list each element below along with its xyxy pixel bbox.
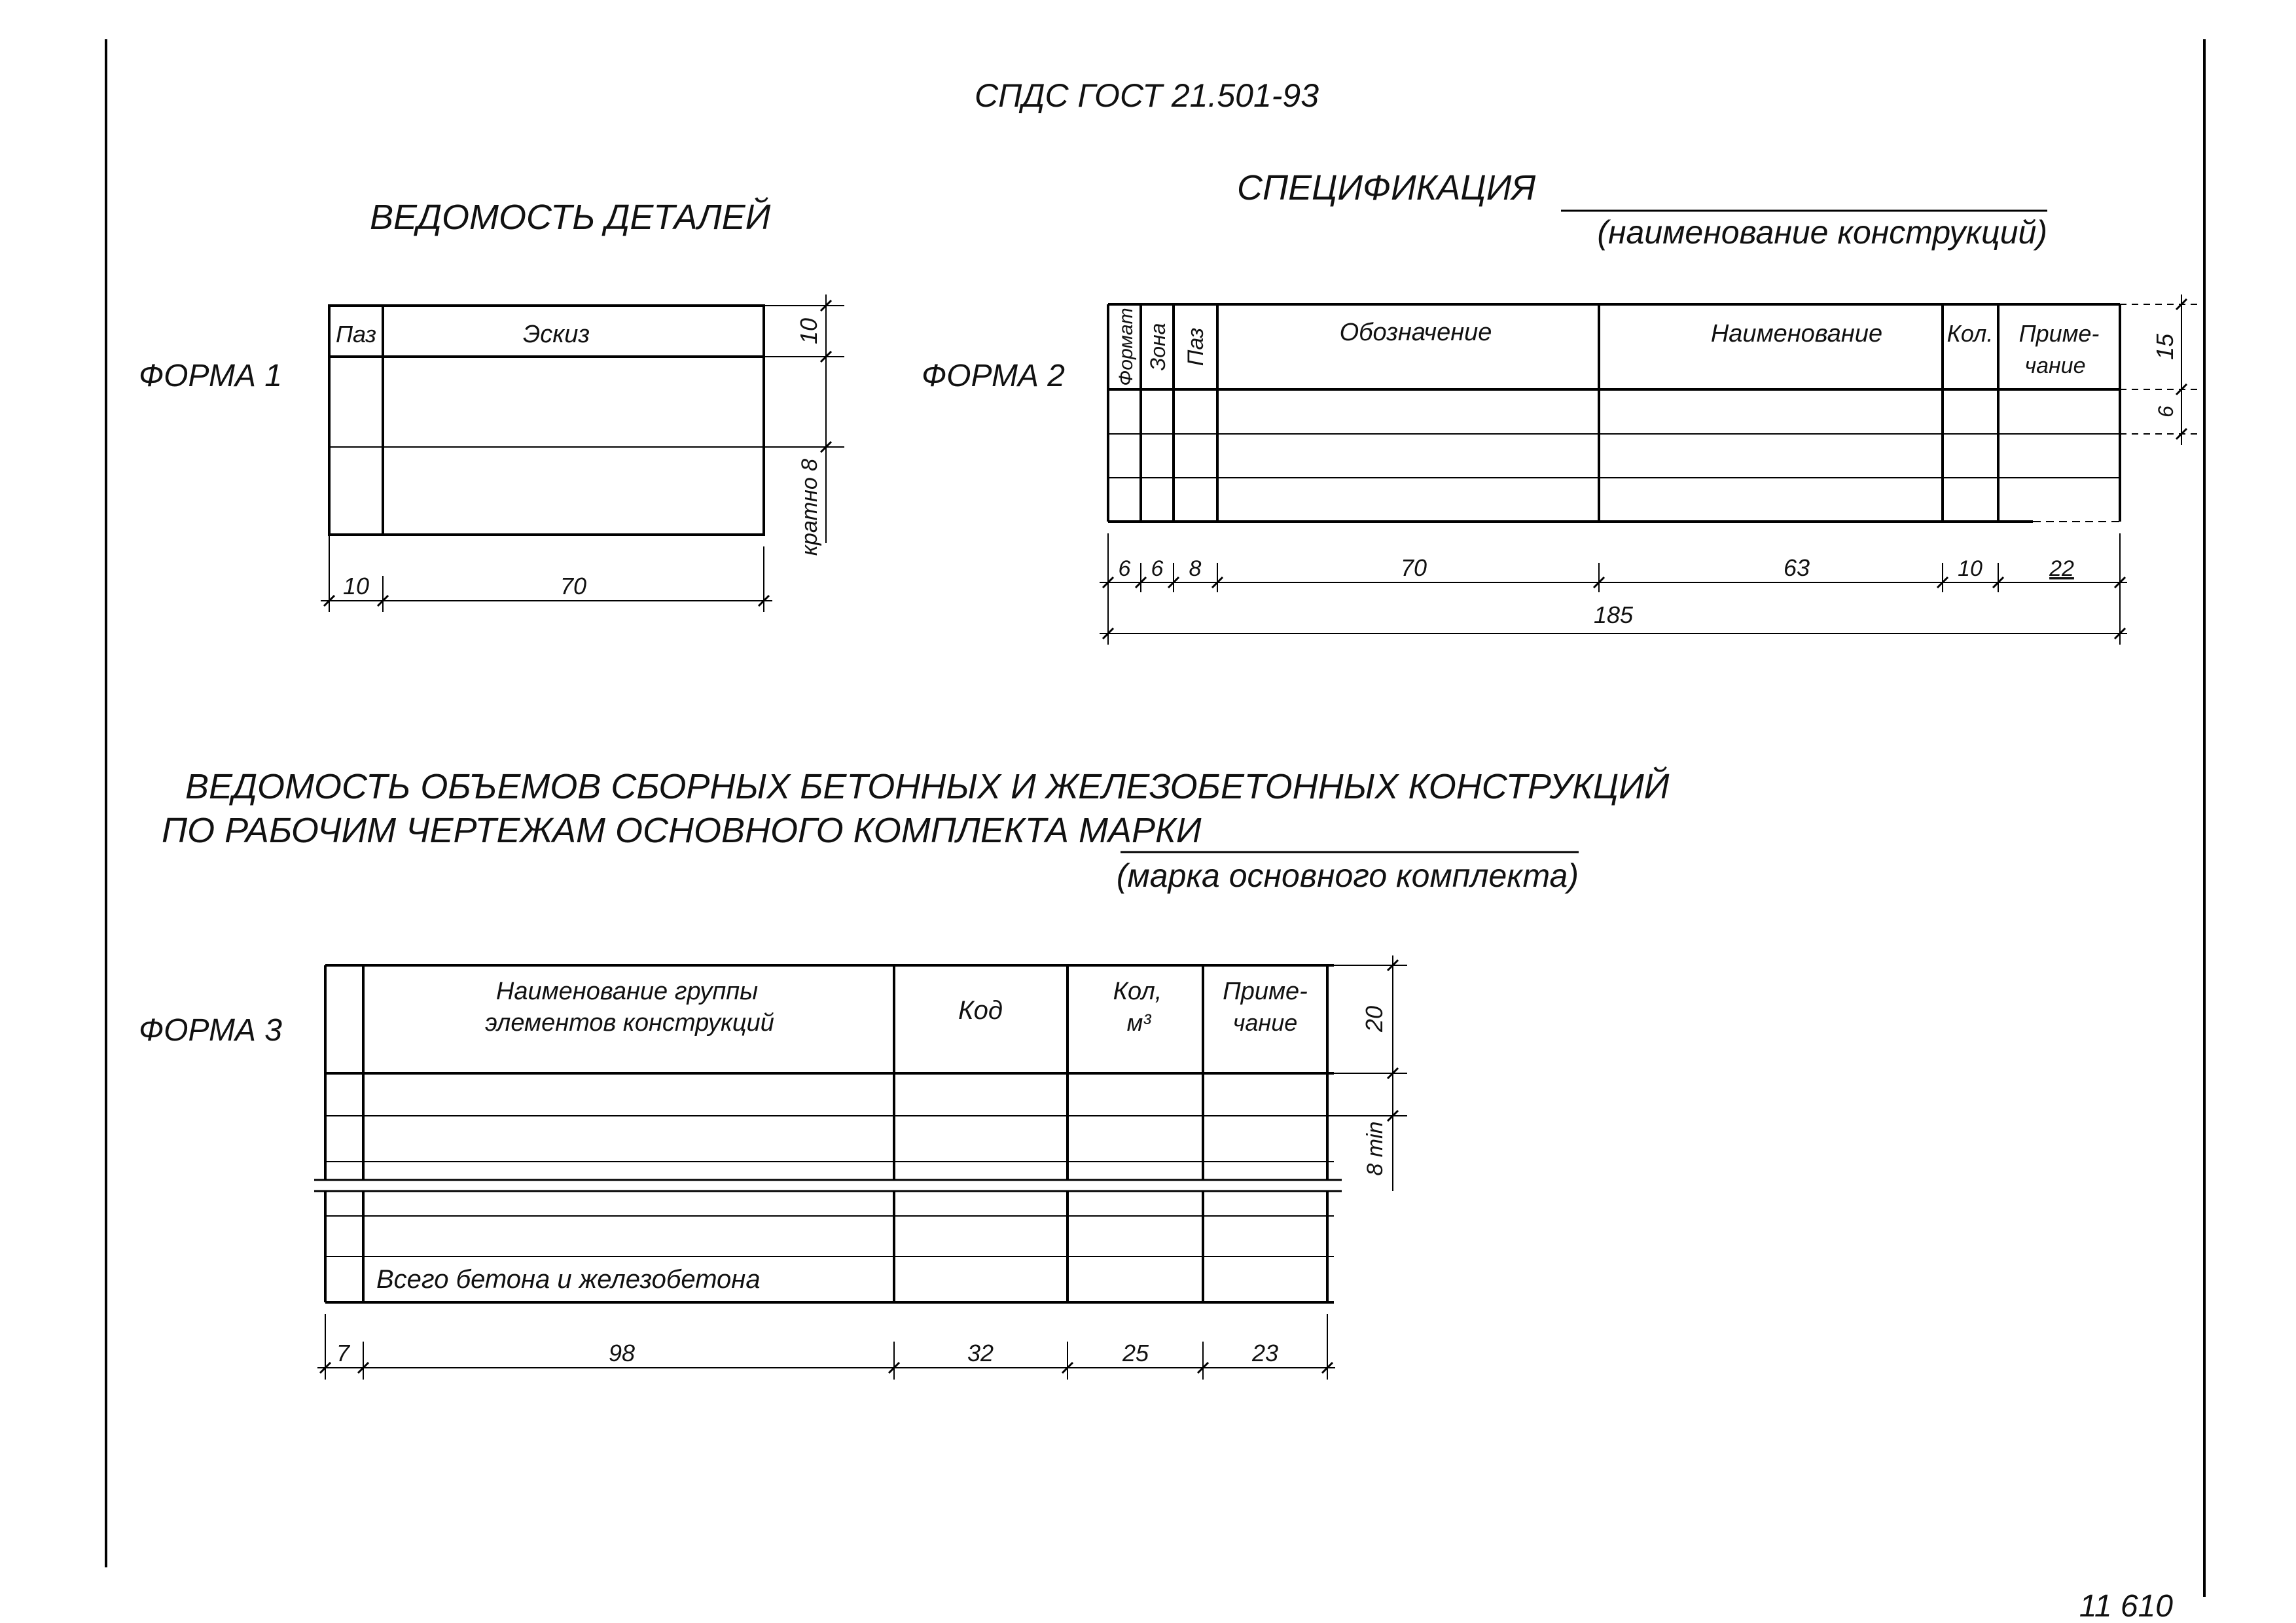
form1-label: ФОРМА 1 (139, 359, 282, 393)
form2-width-qty: 10 (1958, 556, 1982, 581)
form3-title-caption: (марка основного комплекта) (1116, 857, 1579, 894)
form2-label: ФОРМА 2 (922, 359, 1065, 393)
form3-width-col1: 7 (336, 1340, 350, 1366)
form1-col-sketch: Эскиз (522, 321, 590, 348)
form3-width-dimension (317, 1314, 1335, 1380)
form2-title-caption: (наименование конструкций) (1597, 214, 2047, 251)
form3-width-code: 32 (967, 1340, 994, 1366)
form3-width-name: 98 (608, 1340, 636, 1366)
form3-col-name-line1: Наименование группы (495, 978, 759, 1005)
form2-width-format: 6 (1118, 556, 1131, 581)
form2-row-height: 6 (2154, 406, 2178, 418)
form3-col-code: Код (958, 996, 1003, 1025)
form3-col-qty-line2: м³ (1126, 1009, 1151, 1036)
form2-header-height: 15 (2151, 333, 2178, 361)
form1-section-title: ВЕДОМОСТЬ ДЕТАЛЕЙ (370, 198, 771, 237)
form1-col-paz: Паз (335, 321, 377, 348)
form2-total-width: 185 (1593, 601, 1634, 628)
form2-width-designation: 70 (1400, 554, 1427, 581)
form2-col-zone: Зона (1146, 323, 1170, 371)
form2-width-paz: 8 (1189, 556, 1202, 581)
form3-label: ФОРМА 3 (139, 1013, 282, 1048)
form2-col-name: Наименование (1710, 320, 1883, 348)
form2-title: СПЕЦИФИКАЦИЯ (1237, 168, 1536, 207)
form3-row-height: 8 min (1363, 1121, 1388, 1176)
page-number: 11 610 (2079, 1589, 2173, 1623)
form3-header-height: 20 (1361, 1005, 1388, 1033)
form2-col-note-line2: чание (2024, 353, 2086, 378)
form1-row-height: кратно 8 (797, 458, 822, 556)
form1-width-sketch: 70 (560, 573, 587, 599)
form3-title-line2: ПО РАБОЧИМ ЧЕРТЕЖАМ ОСНОВНОГО КОМПЛЕКТА МАРКИ (162, 811, 1202, 850)
form1-width-paz: 10 (342, 573, 370, 599)
form3-col-note-line1: Приме- (1223, 978, 1308, 1005)
form2-width-zone: 6 (1151, 556, 1164, 581)
form3-width-note: 23 (1251, 1340, 1279, 1366)
form2-col-format: Формат (1115, 308, 1137, 386)
form2-col-paz: Паз (1183, 327, 1208, 366)
form2-width-note: 22 (2049, 556, 2074, 581)
form3-col-name-line2: элементов конструкций (485, 1009, 774, 1037)
form3-col-note-line2: чание (1232, 1009, 1298, 1036)
form3-col-qty-line1: Кол, (1113, 978, 1162, 1005)
form3-width-qty: 25 (1122, 1340, 1149, 1366)
form2-height-dimension (2120, 294, 2199, 445)
form2-col-designation: Обозначение (1339, 319, 1492, 346)
form2-width-name: 63 (1783, 554, 1810, 581)
form3-total-row: Всего бетона и железобетона (376, 1265, 761, 1294)
form3-table (314, 965, 1342, 1302)
document-header: СПДС ГОСТ 21.501-93 (974, 77, 1319, 114)
form2-col-qty: Кол. (1946, 320, 1994, 347)
form3-title-line1: ВЕДОМОСТЬ ОБЪЕМОВ СБОРНЫХ БЕТОННЫХ И ЖЕЛЕЗОБЕТОННЫХ КОНСТРУКЦИЙ (185, 767, 1670, 806)
form1-width-dimension (321, 535, 772, 612)
form2-col-note-line1: Приме- (2018, 320, 2100, 347)
form1-header-height: 10 (795, 317, 822, 345)
